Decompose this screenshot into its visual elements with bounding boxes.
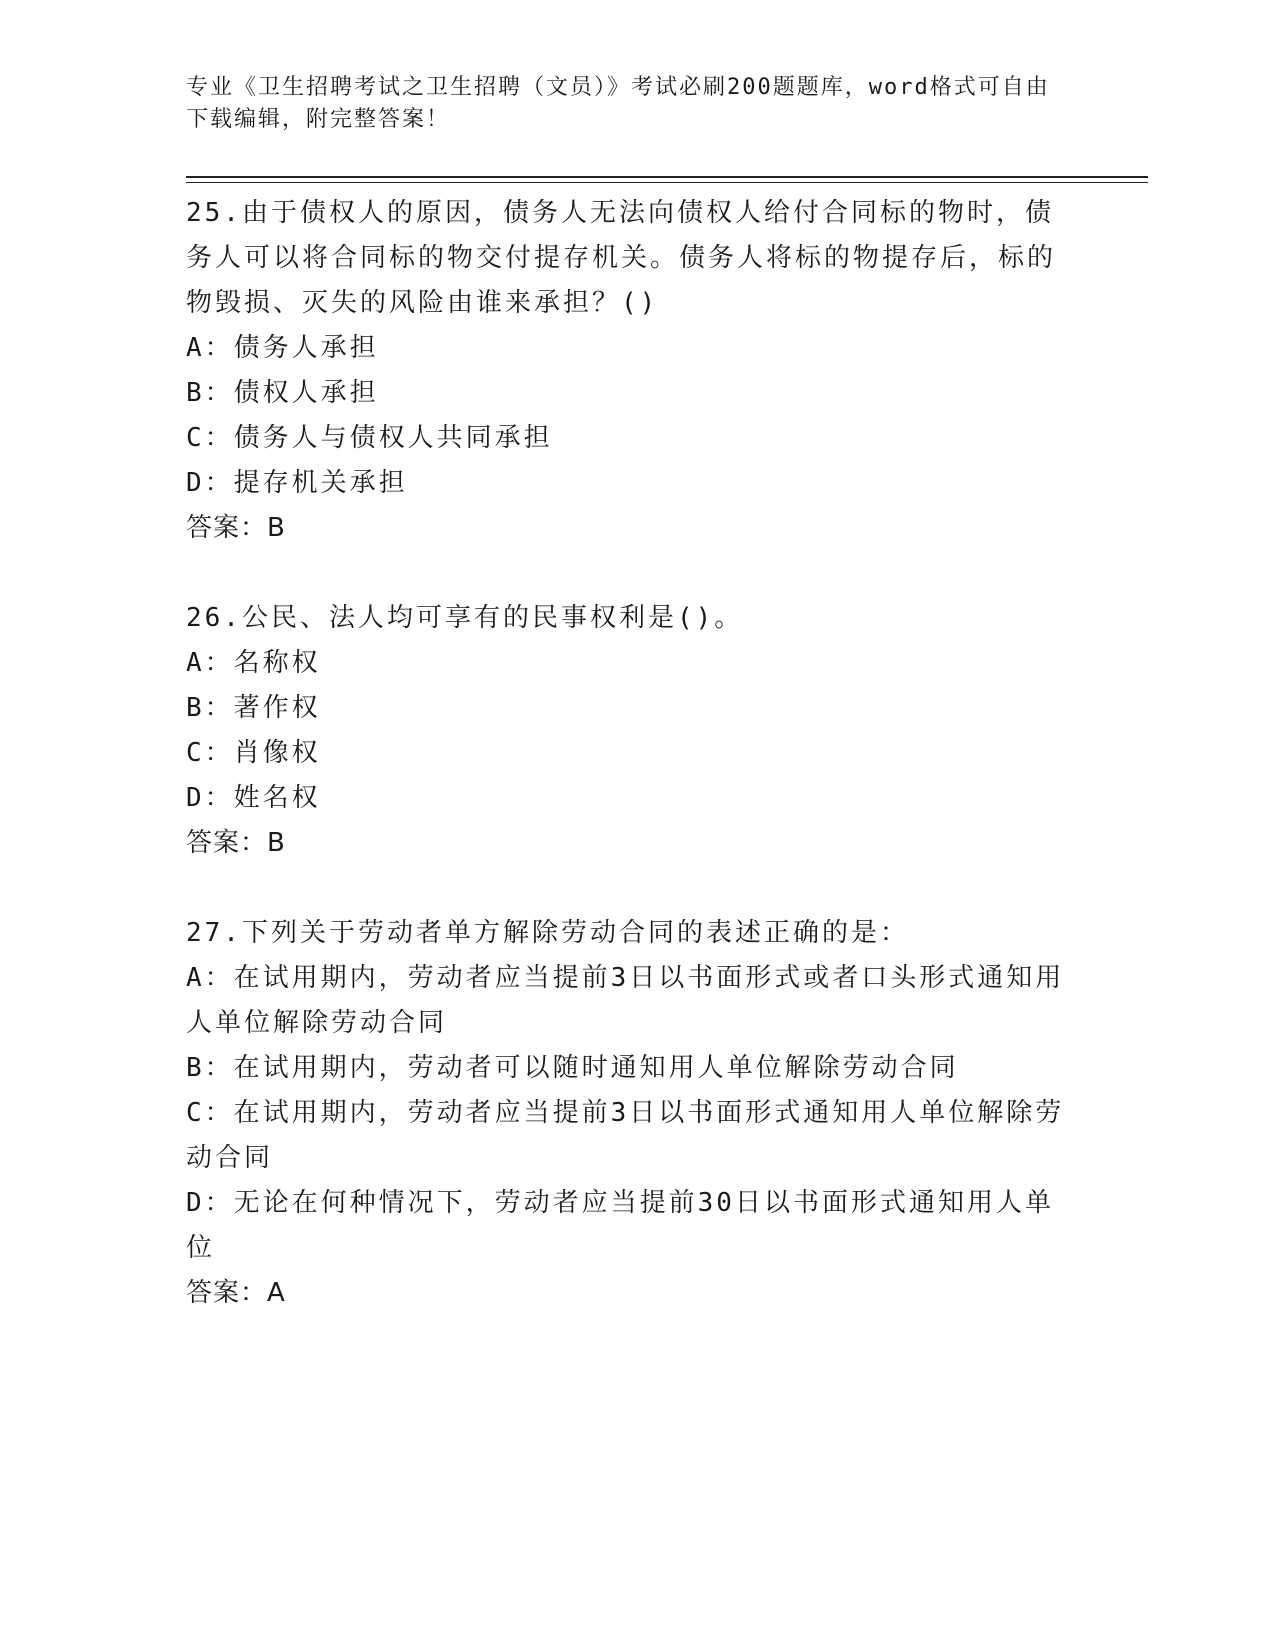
- question-spacer: [186, 551, 1066, 596]
- answer-line: 答案：B: [186, 828, 286, 858]
- option-a: A：名称权: [186, 648, 321, 678]
- question-list: [186, 191, 1066, 1316]
- option-a: A：在试用期内，劳动者应当提前3日以书面形式或者口头形式通知用人单位解除劳动合同: [186, 963, 1065, 1038]
- question-stem: 25.由于债权人的原因，债务人无法向债权人给付合同标的物时，债务人可以将合同标的物交付提存机关。债务人将标的物提存后，标的物毁损、灭失的风险由谁来承担？(): [186, 198, 1057, 318]
- option-d: D：姓名权: [186, 783, 321, 813]
- option-c: C：肖像权: [186, 738, 321, 768]
- question-27: [186, 911, 1066, 1316]
- document-header: 专业《卫生招聘考试之卫生招聘（文员）》考试必刷200题题库，word格式可自由下载编辑，附完整答案！: [186, 75, 1050, 132]
- question-25: [186, 191, 1066, 551]
- option-d: D：无论在何种情况下，劳动者应当提前30日以书面形式通知用人单位: [186, 1188, 1054, 1263]
- question-stem: 26.公民、法人均可享有的民事权利是()。: [186, 603, 744, 633]
- header-divider-thin: [186, 182, 1148, 183]
- option-d: D：提存机关承担: [186, 468, 408, 498]
- option-c: C：在试用期内，劳动者应当提前3日以书面形式通知用人单位解除劳动合同: [186, 1098, 1065, 1173]
- option-c: C：债务人与债权人共同承担: [186, 423, 553, 453]
- option-a: A：债务人承担: [186, 333, 379, 363]
- question-stem: 27.下列关于劳动者单方解除劳动合同的表述正确的是：: [186, 918, 909, 948]
- answer-line: 答案：B: [186, 513, 286, 543]
- header-divider-thick: [186, 176, 1148, 178]
- answer-line: 答案：A: [186, 1278, 286, 1308]
- question-26: [186, 596, 1066, 866]
- option-b: B：债权人承担: [186, 378, 379, 408]
- option-b: B：在试用期内，劳动者可以随时通知用人单位解除劳动合同: [186, 1053, 959, 1083]
- option-b: B：著作权: [186, 693, 321, 723]
- question-spacer: [186, 866, 1066, 911]
